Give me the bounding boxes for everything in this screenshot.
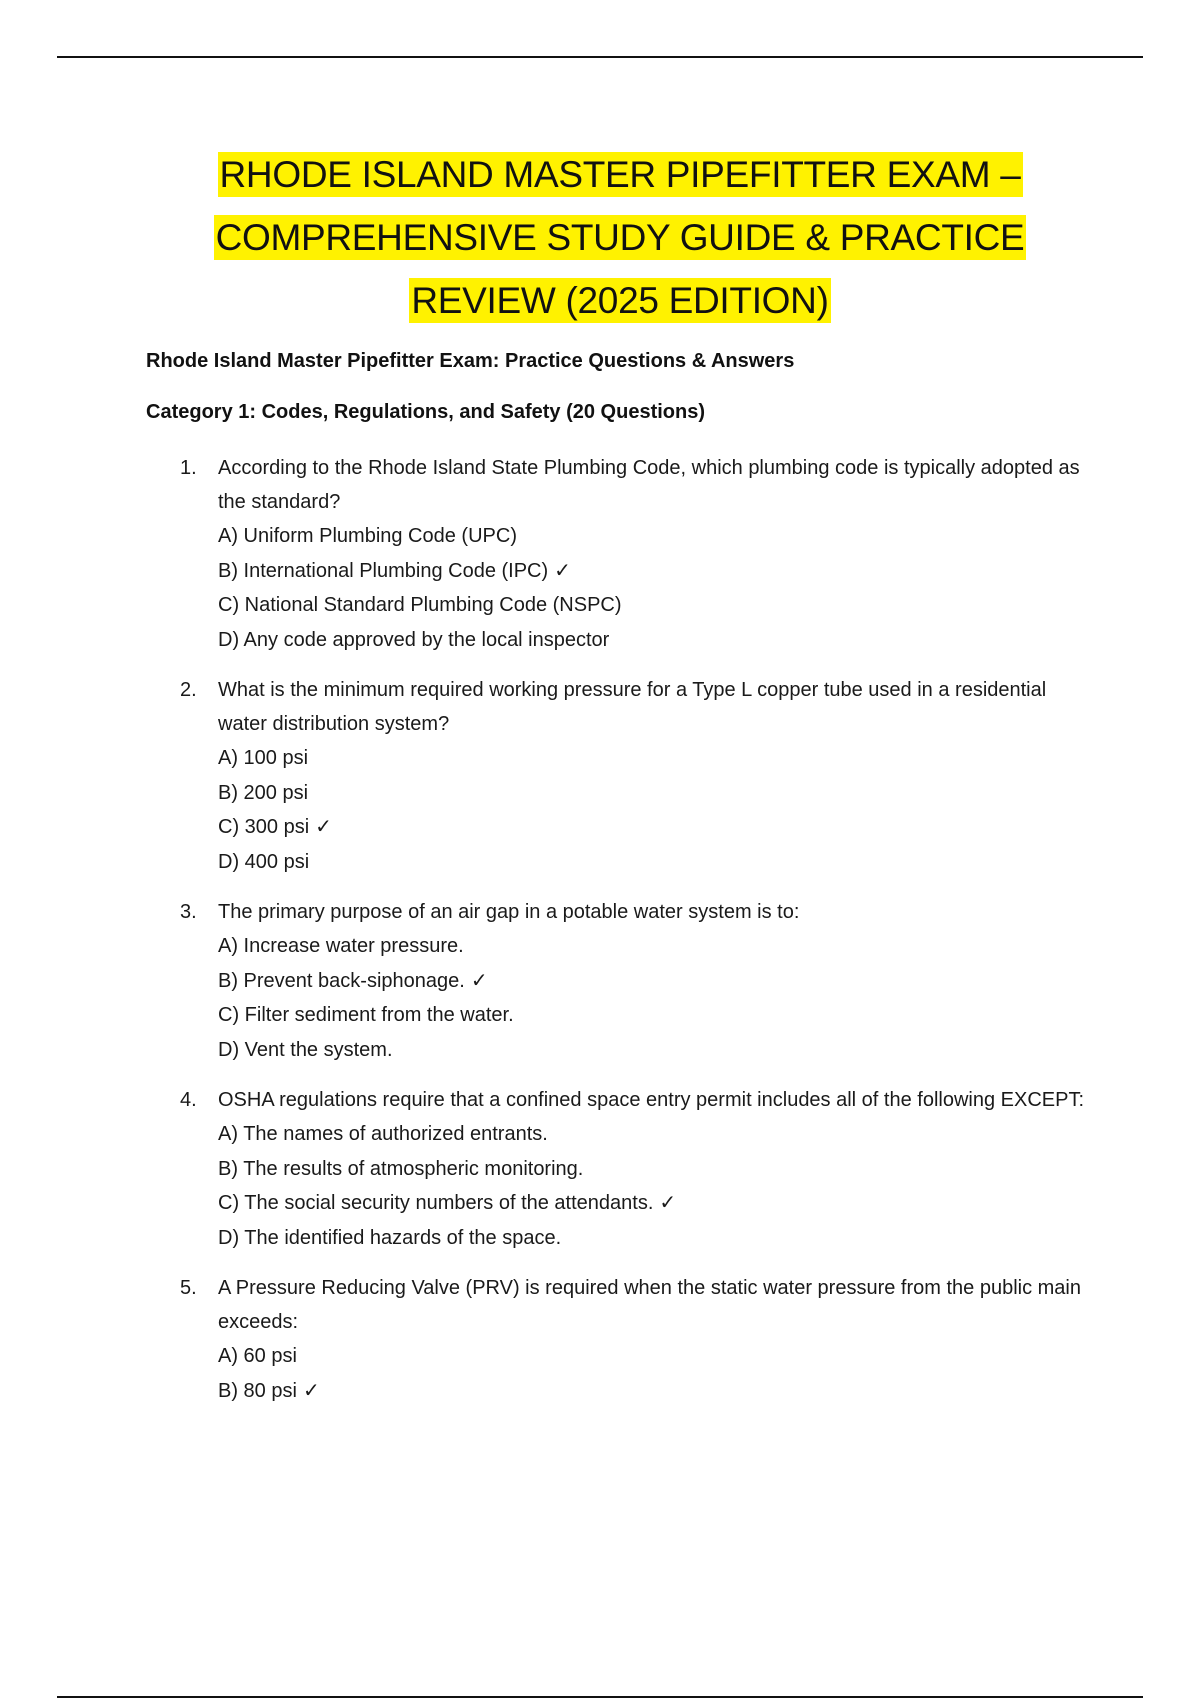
answer-option-text: A) 100 psi	[218, 747, 309, 769]
question-text: OSHA regulations require that a confined space entry permit includes all of the following EXCEPT:	[218, 1089, 1085, 1111]
title-line-text: REVIEW (2025 EDITION)	[411, 280, 829, 321]
question-number: 1.	[180, 457, 197, 479]
answer-option-text: A) 60 psi	[218, 1345, 297, 1367]
answer-option-text: C) National Standard Plumbing Code (NSPC)	[218, 594, 622, 616]
bottom-rule	[57, 1696, 1143, 1698]
category-heading: Category 1: Codes, Regulations, and Safety (20 Questions)	[146, 401, 706, 423]
answer-option	[218, 1152, 1100, 1187]
question-text: The primary purpose of an air gap in a potable water system is to:	[218, 901, 800, 923]
question-item	[180, 451, 1100, 657]
answer-option	[218, 1339, 1100, 1374]
question-number: 3.	[180, 901, 197, 923]
correct-check-icon: ✓	[315, 816, 332, 838]
correct-check-icon: ✓	[302, 1379, 320, 1402]
answer-option	[218, 845, 1100, 880]
answer-option	[218, 1374, 1100, 1409]
question-number: 2.	[180, 679, 197, 701]
answer-option-text: D) Any code approved by the local inspector	[218, 628, 610, 651]
question-item	[180, 1083, 1100, 1255]
question-number: 5.	[180, 1277, 197, 1299]
question-item	[180, 1271, 1100, 1408]
answer-option-text: A) The names of authorized entrants.	[218, 1123, 548, 1145]
answer-option-text: C) 300 psi	[218, 816, 310, 838]
document-subtitle: Rhode Island Master Pipefitter Exam: Practice Questions & Answers	[146, 350, 795, 372]
answer-option-text: B) 200 psi	[218, 781, 309, 804]
title-line	[150, 143, 1090, 206]
title-line-text: COMPREHENSIVE STUDY GUIDE & PRACTICE	[215, 217, 1025, 258]
answer-option	[218, 776, 1100, 811]
answer-option	[218, 810, 1100, 845]
answer-option	[218, 1117, 1100, 1152]
top-rule	[57, 56, 1143, 58]
question-number: 4.	[180, 1089, 197, 1111]
answer-option	[218, 519, 1100, 554]
correct-check-icon: ✓	[554, 559, 571, 582]
question-item	[180, 673, 1100, 879]
answer-option-text: A) Uniform Plumbing Code (UPC)	[218, 525, 517, 547]
answer-option-text: B) 80 psi	[218, 1379, 297, 1402]
answer-option-text: C) The social security numbers of the attendants.	[218, 1192, 654, 1214]
correct-check-icon: ✓	[659, 1192, 677, 1214]
answer-option-text: B) International Plumbing Code (IPC)	[218, 559, 549, 582]
title-line	[150, 206, 1090, 269]
answer-option	[218, 588, 1100, 623]
question-text: According to the Rhode Island State Plumbing Code, which plumbing code is typically adopted as the standard?	[218, 457, 1080, 513]
answer-option-text: D) Vent the system.	[218, 1038, 393, 1061]
answer-option	[218, 964, 1100, 999]
answer-option	[218, 623, 1100, 658]
answer-option	[218, 1186, 1100, 1221]
answer-option	[218, 1221, 1100, 1256]
answer-option-text: D) 400 psi	[218, 850, 310, 873]
title-line	[150, 269, 1090, 332]
answer-option	[218, 554, 1100, 589]
question-item	[180, 895, 1100, 1067]
answer-option-text: B) Prevent back-siphonage.	[218, 969, 465, 992]
answer-option-text: B) The results of atmospheric monitoring.	[218, 1157, 584, 1180]
answer-option	[218, 1033, 1100, 1068]
answer-option	[218, 741, 1100, 776]
answer-option-text: C) Filter sediment from the water.	[218, 1004, 514, 1026]
answer-option-text: D) The identified hazards of the space.	[218, 1226, 562, 1249]
answer-option	[218, 998, 1100, 1033]
answer-option	[218, 929, 1100, 964]
document-title	[150, 143, 1090, 332]
question-text: What is the minimum required working pressure for a Type L copper tube used in a residential water distribution system?	[218, 679, 1047, 735]
answer-option-text: A) Increase water pressure.	[218, 935, 464, 957]
correct-check-icon: ✓	[470, 969, 488, 992]
title-line-text: RHODE ISLAND MASTER PIPEFITTER EXAM –	[219, 154, 1021, 195]
question-text: A Pressure Reducing Valve (PRV) is required when the static water pressure from the public main exceeds:	[218, 1277, 1081, 1333]
question-list	[180, 451, 1100, 1424]
